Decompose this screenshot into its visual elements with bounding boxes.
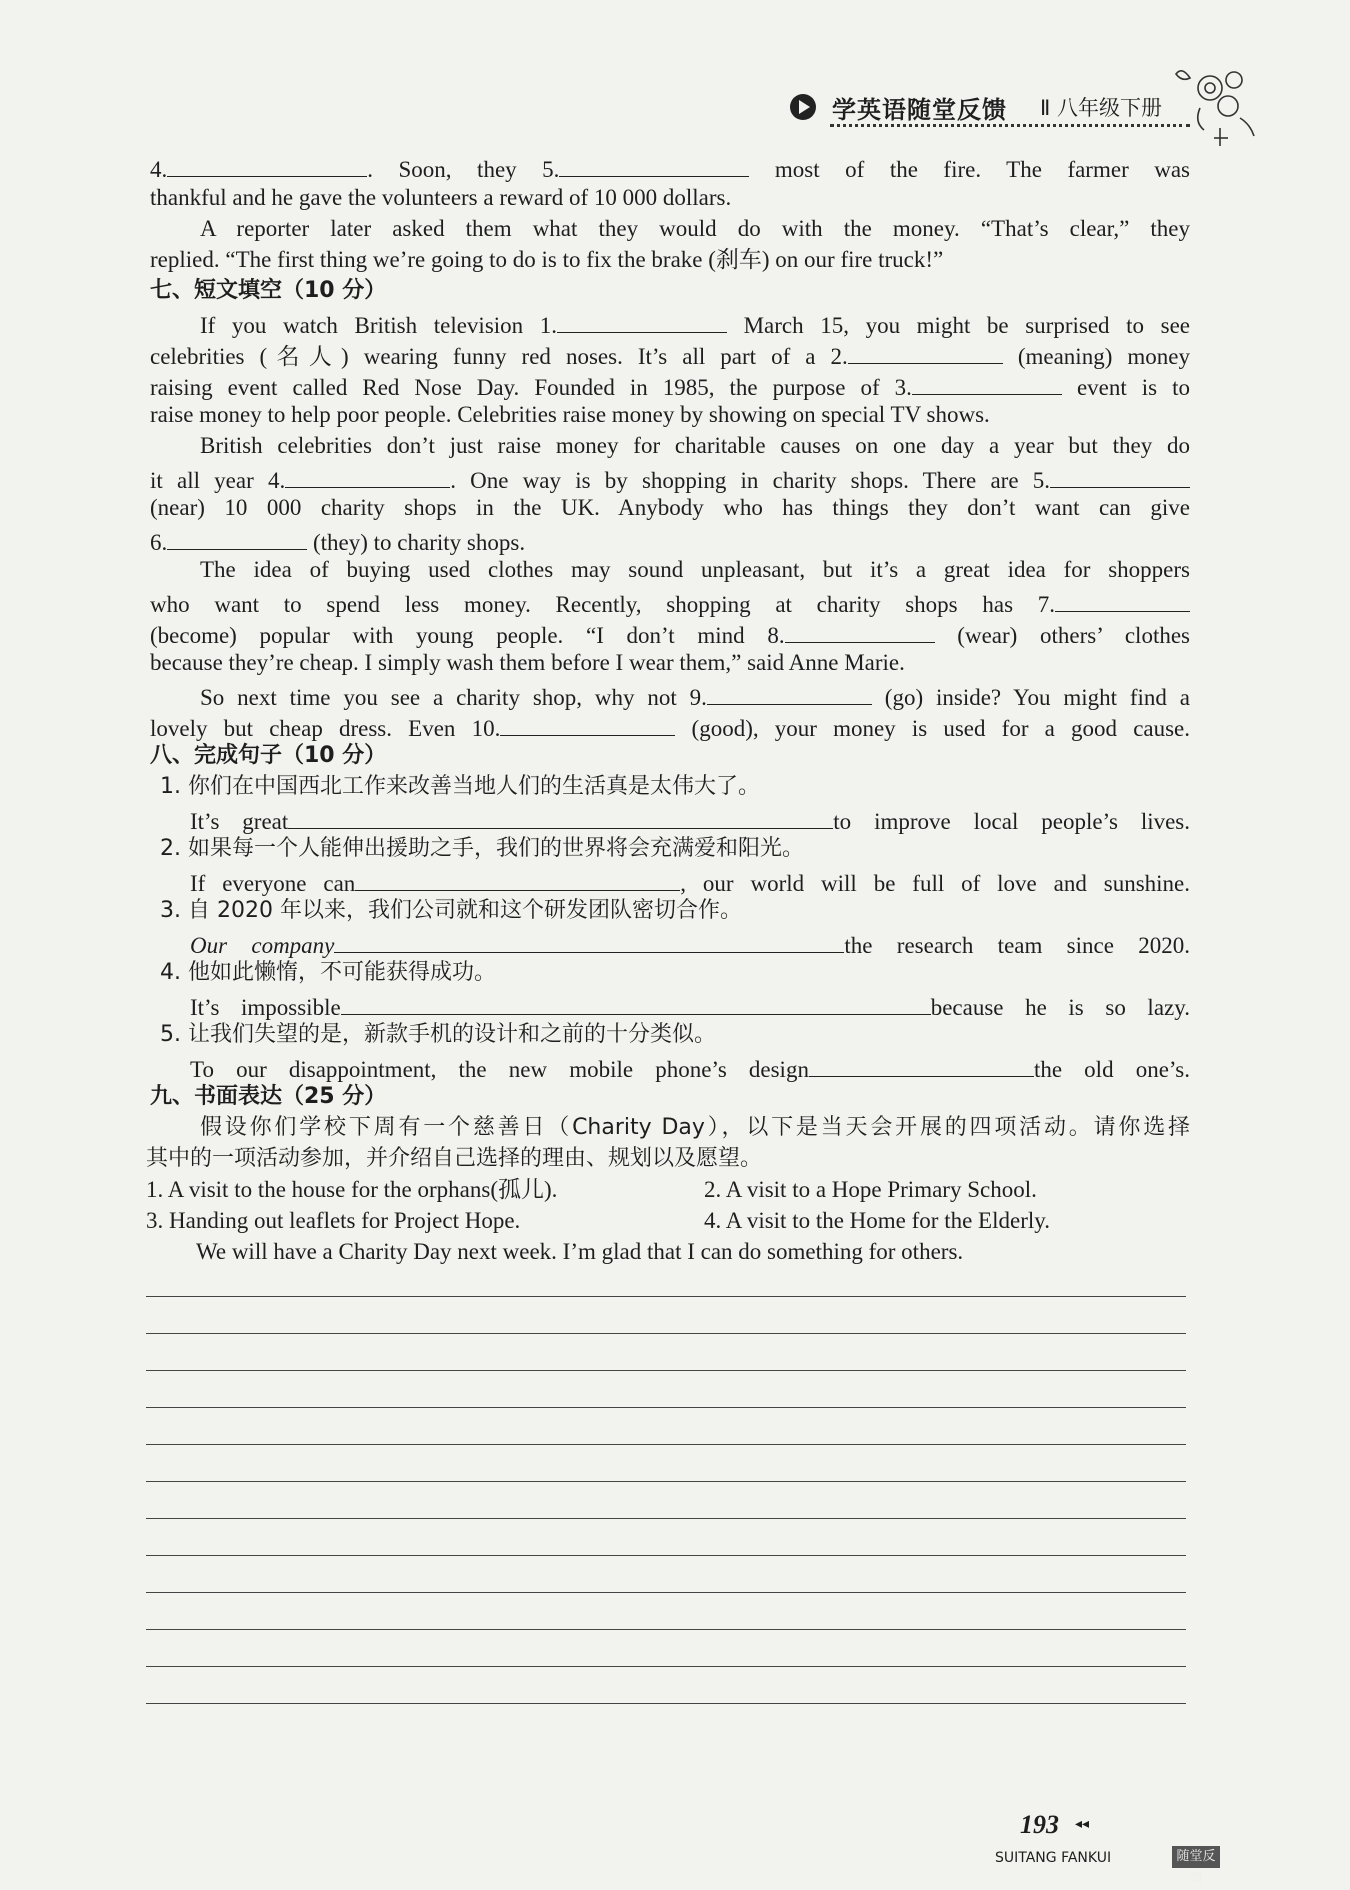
s7-blank-2[interactable] (848, 337, 1003, 364)
s9-option-2: 2. A visit to a Hope Primary School. (704, 1177, 1037, 1202)
s7-blank-1[interactable] (557, 306, 727, 333)
writing-line[interactable] (146, 1333, 1186, 1334)
s9-start-sentence: We will have a Charity Day next week. I’m glad that I can do something for others. (196, 1239, 964, 1264)
s7-blank-3[interactable] (912, 368, 1062, 395)
section-7-title: 七、短文填空（10 分） (150, 278, 387, 303)
s8-item-5-cn: 5. 让我们失望的是，新款手机的设计和之前的十分类似。 (160, 1022, 716, 1047)
passage-line-2: thankful and he gave the volunteers a reward of 10 000 dollars. (150, 185, 732, 210)
writing-line[interactable] (146, 1296, 1186, 1297)
page-number: 193 (1020, 1810, 1059, 1839)
s8-blank-2[interactable] (355, 864, 680, 891)
s7-blank-6[interactable] (167, 523, 307, 550)
s7-blank-8[interactable] (785, 616, 935, 643)
s8-item-3-en: Our company the research team since 2020. (190, 926, 1190, 961)
writing-line[interactable] (146, 1518, 1186, 1519)
writing-line[interactable] (146, 1407, 1186, 1408)
s7-line-5: British celebrities don’t just raise money for charitable causes on one day a year but they do (200, 433, 1190, 458)
writing-line[interactable] (146, 1592, 1186, 1593)
writing-line[interactable] (146, 1370, 1186, 1371)
s7-line-9: The idea of buying used clothes may sound unpleasant, but it’s a great idea for shoppers (200, 557, 1190, 582)
s7-line-14: lovely but cheap dress. Even 10. (good), your money is used for a good cause. (150, 709, 1190, 744)
s7-blank-7[interactable] (1055, 585, 1190, 612)
s7-blank-4[interactable] (285, 461, 450, 488)
writing-line[interactable] (146, 1629, 1186, 1630)
s7-blank-9[interactable] (707, 678, 872, 705)
s7-line-10: who want to spend less money. Recently, shopping at charity shops has 7. (150, 585, 1190, 620)
flower-ornament-icon (1170, 58, 1260, 148)
s7-line-3: raising event called Red Nose Day. Founded in 1985, the purpose of 3. event is to (150, 368, 1190, 403)
s8-blank-3[interactable] (334, 926, 844, 953)
writing-line[interactable] (146, 1481, 1186, 1482)
s7-blank-5[interactable] (1050, 461, 1190, 488)
arrow-icon: ◂◂ (1075, 1816, 1090, 1832)
passage-line-3: A reporter later asked them what they would do with the money. “That’s clear,” they (200, 216, 1190, 241)
footer-badge: 随堂反馈 (1172, 1846, 1220, 1868)
s8-item-4-cn: 4. 他如此懒惰，不可能获得成功。 (160, 960, 496, 985)
s9-intro-line-2: 其中的一项活动参加，并介绍自己选择的理由、规划以及愿望。 (146, 1146, 763, 1171)
s7-line-8: 6. (they) to charity shops. (150, 523, 1190, 558)
s7-line-13: So next time you see a charity shop, why not 9. (go) inside? You might find a (200, 678, 1190, 713)
s9-option-3: 3. Handing out leaflets for Project Hope. (146, 1208, 521, 1233)
writing-line[interactable] (146, 1555, 1186, 1556)
play-icon (790, 94, 816, 120)
s8-item-1-en: It’s great to improve local people’s lives. (190, 802, 1190, 837)
passage-line-1: 4. . Soon, they 5. most of the fire. The farmer was (150, 150, 1190, 185)
s7-line-11: (become) popular with young people. “I don’t mind 8. (wear) others’ clothes (150, 616, 1190, 651)
s7-line-2: celebrities (名人) wearing funny red noses. It’s all part of a 2. (meaning) money (150, 337, 1190, 372)
s9-option-1: 1. A visit to the house for the orphans(孤儿). (146, 1177, 558, 1202)
s8-item-2-en: If everyone can , our world will be full of love and sunshine. (190, 864, 1190, 899)
s8-item-5-en: To our disappointment, the new mobile phone’s design the old one’s. (190, 1050, 1190, 1085)
header-dotted-rule (830, 124, 1190, 127)
section-8-title: 八、完成句子（10 分） (150, 743, 387, 768)
s7-line-7: (near) 10 000 charity shops in the UK. Anybody who has things they don’t want can give (150, 495, 1190, 520)
s8-blank-1[interactable] (288, 802, 833, 829)
book-title: 学英语随堂反馈 (832, 96, 1007, 124)
s7-blank-10[interactable] (500, 709, 675, 736)
writing-line[interactable] (146, 1666, 1186, 1667)
s8-blank-5[interactable] (809, 1050, 1034, 1077)
section-9-title: 九、书面表达（25 分） (150, 1084, 387, 1109)
writing-line[interactable] (146, 1444, 1186, 1445)
book-subtitle: Ⅱ 八年级下册 (1040, 96, 1163, 120)
s8-item-2-cn: 2. 如果每一个人能伸出援助之手，我们的世界将会充满爱和阳光。 (160, 836, 804, 861)
s9-intro-line-1: 假设你们学校下周有一个慈善日（Charity Day），以下是当天会开展的四项活动。请你选择 (200, 1115, 1190, 1140)
page-header (790, 88, 1210, 128)
s8-item-1-cn: 1. 你们在中国西北工作来改善当地人们的生活真是太伟大了。 (160, 774, 760, 799)
s8-item-4-en: It’s impossible because he is so lazy. (190, 988, 1190, 1023)
footer-brand: SUITANG FANKUI (995, 1850, 1112, 1866)
s8-blank-4[interactable] (341, 988, 931, 1015)
s7-line-1: If you watch British television 1. March 15, you might be surprised to see (200, 306, 1190, 341)
s7-line-6: it all year 4. . One way is by shopping in charity shops. There are 5. (150, 461, 1190, 496)
s7-line-4: raise money to help poor people. Celebrities raise money by showing on special TV shows. (150, 402, 990, 427)
blank-4[interactable] (167, 150, 367, 177)
blank-5[interactable] (559, 150, 749, 177)
s7-line-12: because they’re cheap. I simply wash them before I wear them,” said Anne Marie. (150, 650, 905, 675)
passage-line-4: replied. “The first thing we’re going to do is to fix the brake (刹车) on our fire truck!” (150, 247, 944, 272)
writing-line[interactable] (146, 1703, 1186, 1704)
s9-option-4: 4. A visit to the Home for the Elderly. (704, 1208, 1051, 1233)
s8-item-3-cn: 3. 自 2020 年以来，我们公司就和这个研发团队密切合作。 (160, 898, 742, 923)
